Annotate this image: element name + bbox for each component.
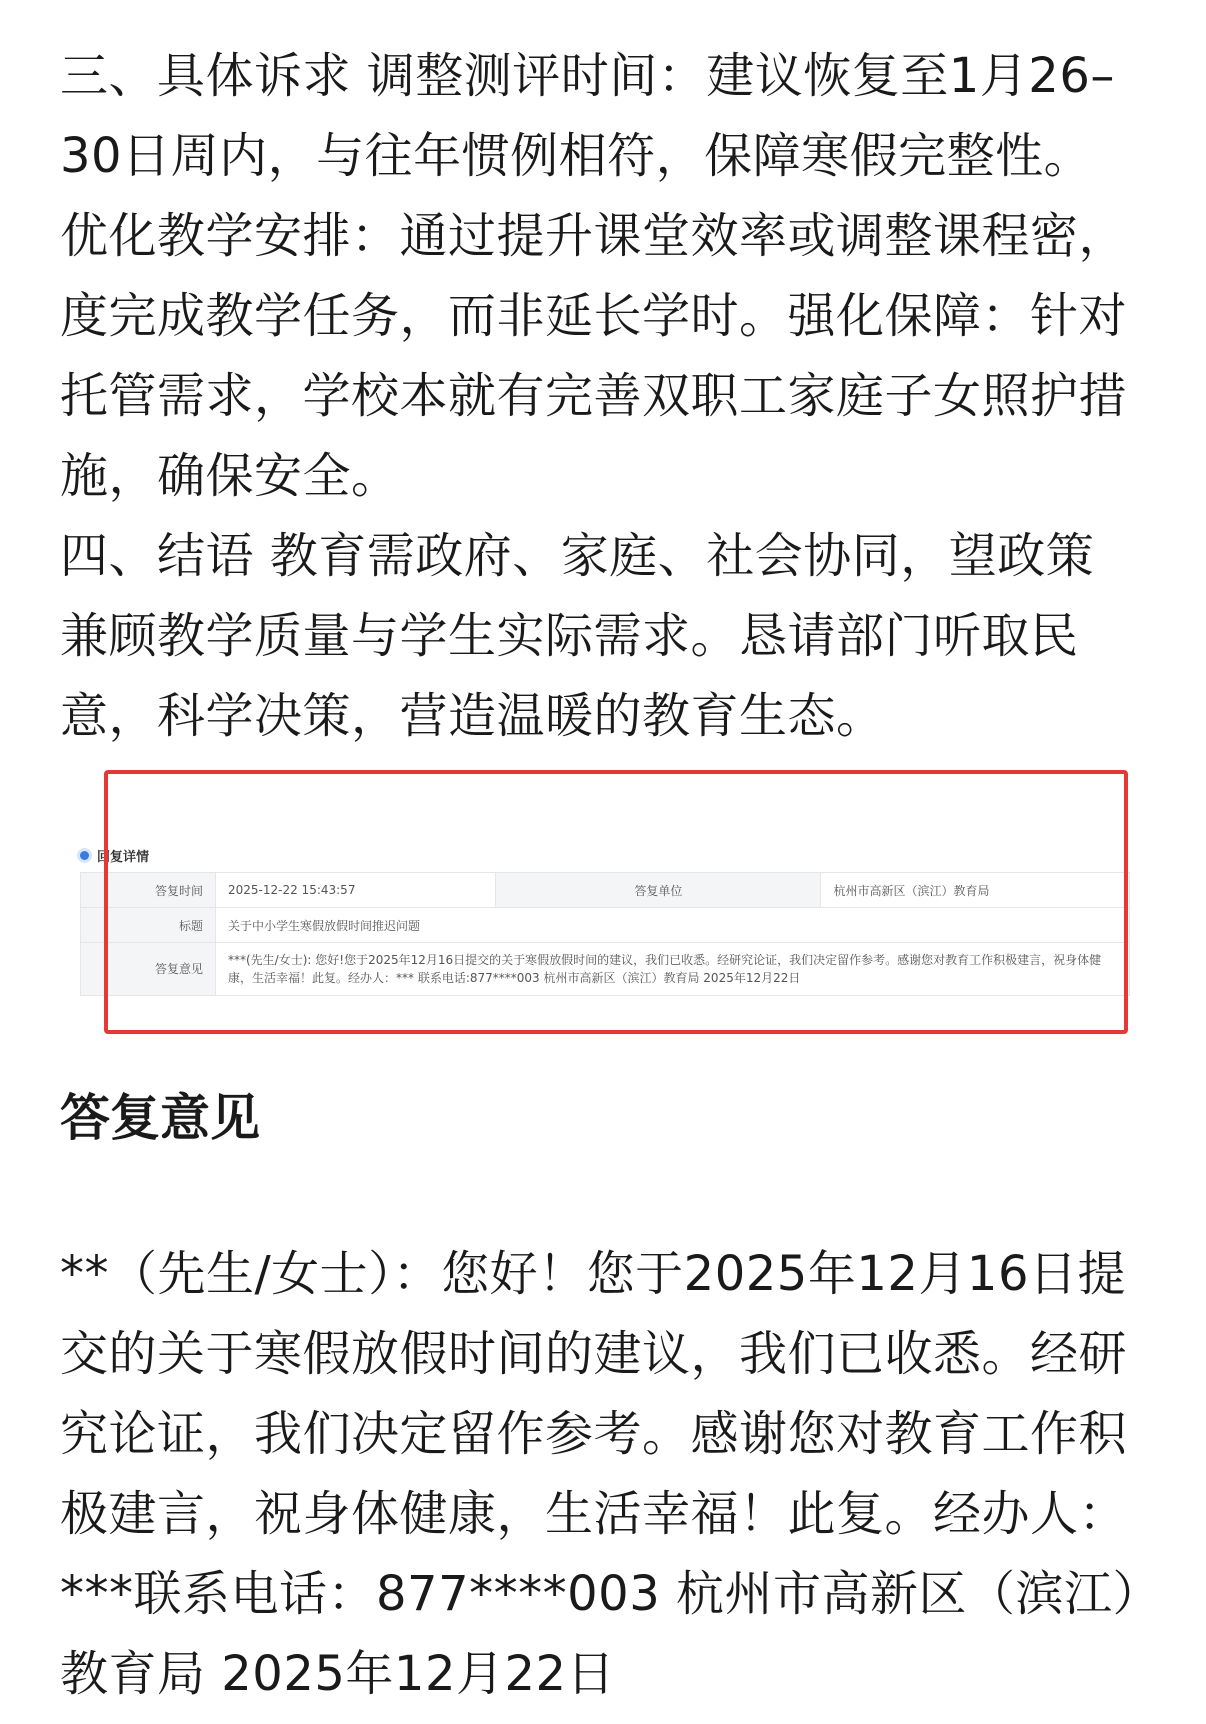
reply-time-value: 2025-12-22 15:43:57 (216, 873, 496, 908)
reply-body-text: **（先生/女士）：您好！您于2025年12月16日提交的关于寒假放假时间的建议，我们已收悉。经研究论证，我们决定留作参考。感谢您对教育工作积极建言，祝身体健康，生活幸福！此复。经办人：***联系电话：877****003 杭州市高新区（滨江）教育局 2025年12月22日 (60, 1246, 1137, 1702)
reply-unit-label: 答复单位 (496, 873, 821, 908)
subject-label: 标题 (81, 908, 216, 943)
reply-details-table (80, 872, 1130, 996)
embedded-reply-screenshot (70, 770, 1140, 1070)
opinion-value: ***(先生/女士): 您好!您于2025年12月16日提交的关于寒假放假时间的建议，我们已收悉。经研究论证，我们决定留作参考。感谢您对教育工作积极建言，祝身体健康，生活幸福！此复。经办人：*** 联系电话:877****003 杭州市高新区（滨江）教育局 2025年12月22日 (216, 943, 1130, 996)
table-row (81, 873, 1130, 908)
paragraph-conclusion: 四、结语 教育需政府、家庭、社会协同，望政策兼顾教学质量与学生实际需求。恳请部门听取民意，科学决策，营造温暖的教育生态。 (60, 528, 1095, 744)
subject-value: 关于中小学生寒假放假时间推迟问题 (216, 908, 1130, 943)
reply-details-title: 回复详情 (97, 850, 150, 865)
reply-unit-value: 杭州市高新区（滨江）教育局 (821, 873, 1130, 908)
reply-details-header (80, 846, 149, 865)
opinion-label: 答复意见 (81, 943, 216, 996)
table-row (81, 908, 1130, 943)
reply-heading: 答复意见 (60, 1089, 260, 1147)
bullet-dot-icon (80, 851, 89, 860)
paragraph-specific-demands: 三、具体诉求 调整测评时间：建议恢复至1月26–30日周内，与往年惯例相符，保障寒假完整性。优化教学安排：通过提升课堂效率或调整课程密，度完成教学任务，而非延长学时。强化保障：针对托管需求，学校本就有完善双职工家庭子女照护措施，确保安全。 (60, 48, 1128, 504)
table-row (81, 943, 1130, 996)
reply-time-label: 答复时间 (81, 873, 216, 908)
